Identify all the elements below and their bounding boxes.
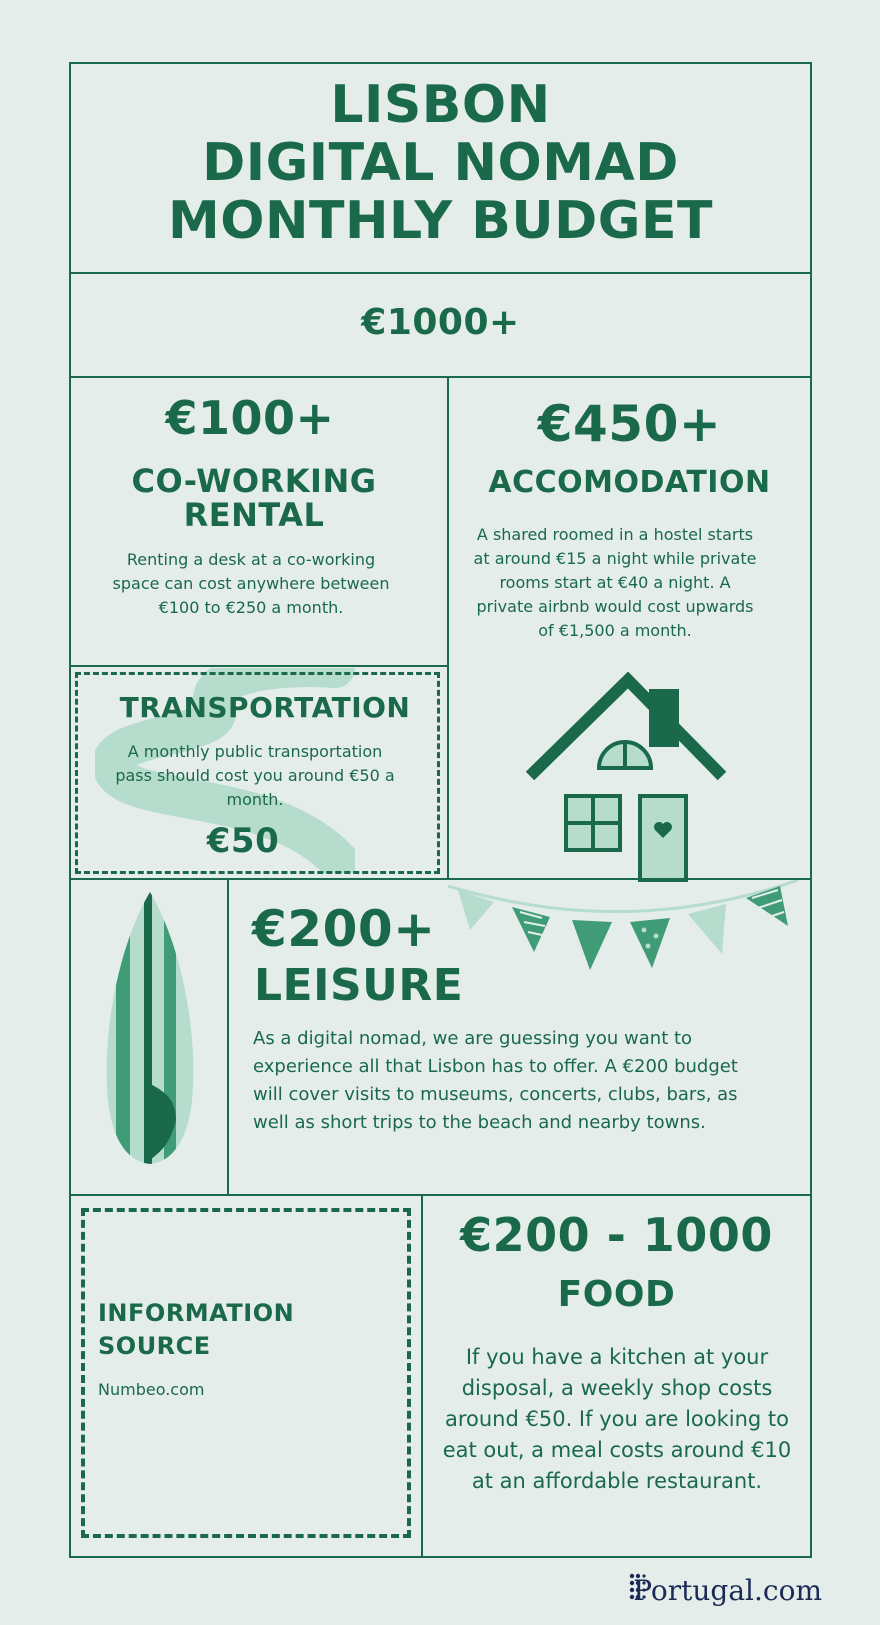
accommodation-heading: ACCOMODATION xyxy=(488,465,771,500)
transportation-text: A monthly public transportation pass should cost you around €50 a month. xyxy=(115,742,395,809)
title-line-2: DIGITAL NOMAD xyxy=(202,133,679,193)
source-value: Numbeo.com xyxy=(98,1380,205,1399)
transportation-amount: €50 xyxy=(206,821,280,861)
transportation-heading: TRANSPORTATION xyxy=(119,691,411,724)
total-amount: €1000+ xyxy=(361,302,520,343)
source-heading-line-1: INFORMATION xyxy=(98,1299,295,1327)
coworking-heading-line-1: CO-WORKING xyxy=(131,462,377,500)
title-line-1: LISBON xyxy=(330,75,551,135)
leisure-heading: LEISURE xyxy=(254,960,464,1011)
leisure-text: As a digital nomad, we are guessing you want to experience all that Lisbon has to offer. A €200 budget will cover visits to museums, concerts, clubs, bars, as well as short trips to the beach and nearby towns. xyxy=(253,1028,738,1133)
coworking-amount: €100+ xyxy=(165,391,335,445)
source-dashed-frame xyxy=(81,1208,411,1538)
coworking-text: Renting a desk at a co-working space can cost anywhere between €100 to €250 a month. xyxy=(112,550,390,617)
surfboard-icon xyxy=(100,890,200,1166)
house-icon xyxy=(524,672,734,882)
source-heading-line-2: SOURCE xyxy=(98,1332,211,1360)
coworking-heading-line-2: RENTAL xyxy=(183,496,325,534)
title-line-3: MONTHLY BUDGET xyxy=(168,191,713,251)
food-text: If you have a kitchen at your disposal, a weekly shop costs around €50. If you are looking to eat out, a meal costs around €10 at an affordable restaurant. xyxy=(442,1345,792,1493)
accommodation-amount: €450+ xyxy=(537,395,722,453)
logo: Portugal.com xyxy=(633,1574,822,1607)
food-heading: FOOD xyxy=(557,1274,676,1315)
food-amount: €200 - 1000 xyxy=(460,1208,773,1262)
accommodation-text: A shared roomed in a hostel starts at around €15 a night while private rooms start at €40 a night. A private airbnb would cost upwards of €1,500 a month. xyxy=(473,525,757,640)
leisure-amount: €200+ xyxy=(252,900,436,958)
